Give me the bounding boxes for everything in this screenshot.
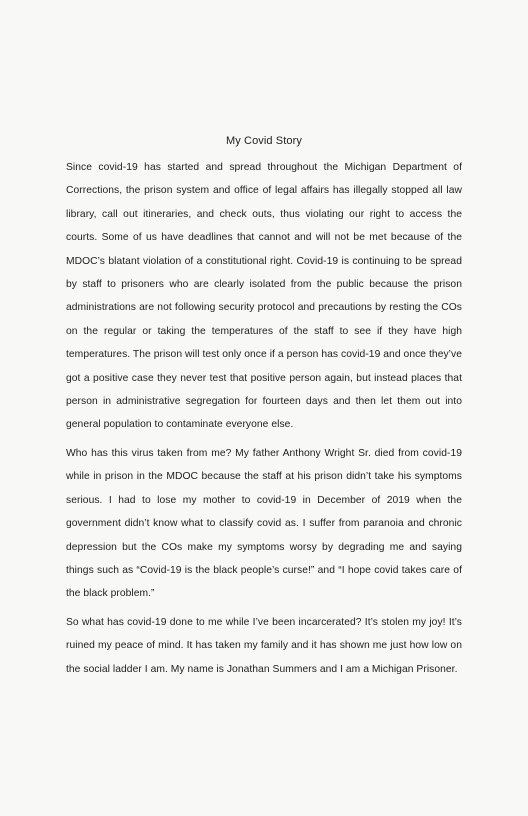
document-title: My Covid Story [226, 135, 302, 147]
paragraph-1: Since covid-19 has started and spread throughout the Michigan Department of Corrections, the prison system and office of legal affairs has illegally stopped all law library, call out itineraries, and check outs, thus violating our right to access the courts. Some of us have deadlines that cannot and will not be met because of the MDOC’s blatant violation of a constitutional right. Covid-19 is continuing to be spread by staff to prisoners who are clearly isolated from the public because the prison administrations are not following security protocol and precautions by resting the COs on the regular or taking the temperatures of the staff to see if they have high temperatures. The prison will test only once if a person has covid-19 and once they’ve got a positive case they never test that positive person again, but instead places that person in administrative segregation for fourteen days and then let them out into general population to contaminate everyone else. [66, 162, 462, 431]
paragraph-2: Who has this virus taken from me? My father Anthony Wright Sr. died from covid-19 while in prison in the MDOC because the staff at his prison didn’t take his symptoms serious. I had to lose my mother to covid-19 in December of 2019 when the government didn’t know what to classify covid as. I suffer from paranoia and chronic depression but the COs make my symptoms worsy by degrading me and saying things such as “Covid-19 is the black people’s curse!” and “I hope covid takes care of the black problem.” [66, 447, 462, 600]
paragraph-3: So what has covid-19 done to me while I’ve been incarcerated? It’s stolen my joy! It’s ruined my peace of mind. It has taken my family and it has shown me just how low on the social ladder I am. My name is Jonathan Summers and I am a Michigan Prisoner. [66, 616, 462, 675]
document-body [66, 156, 462, 686]
